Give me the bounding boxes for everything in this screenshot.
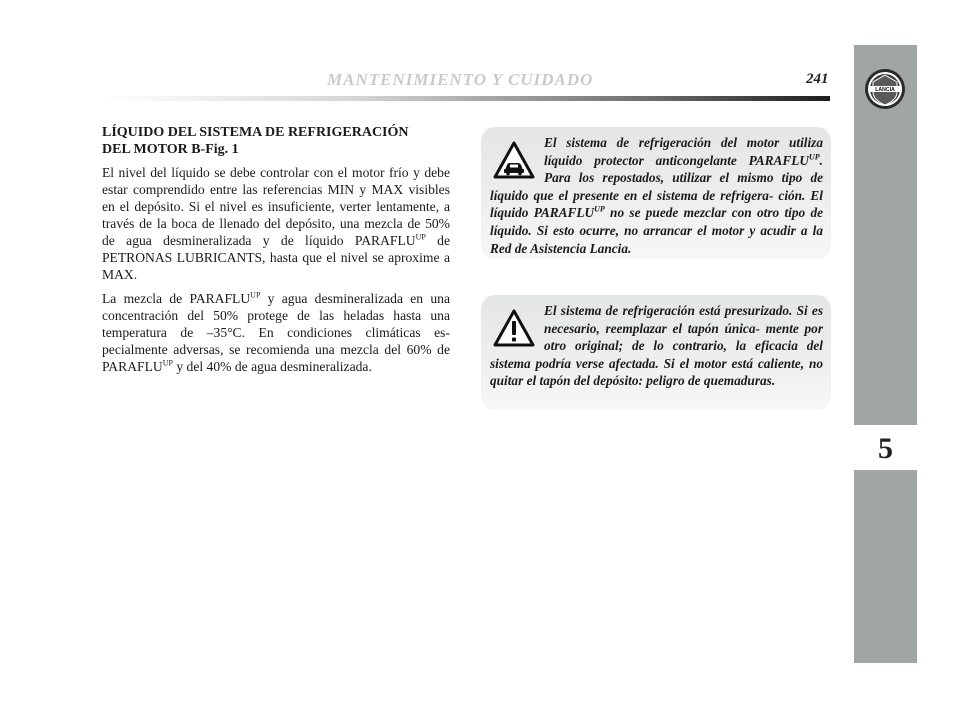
p2-text-c: y del 40% de agua desmineralizada. bbox=[172, 359, 372, 374]
page-number: 241 bbox=[806, 71, 829, 87]
note2-text: El sistema de refrigeración está presurizado. Si es necesario, reemplazar el tapón única- mente por otro original; de lo contrario, la eficacia del sistema podría verse afectada. Si el motor está caliente, no quitar el tapón del depósito: peligro de quemaduras. bbox=[490, 303, 823, 389]
section-title bbox=[102, 124, 450, 158]
note1-sup-1: UP bbox=[809, 152, 820, 162]
paragraph-mixture bbox=[102, 290, 450, 375]
note1-text-a: El sistema de refrigeración del motor utiliza líquido protector anticongelante PARAFLU bbox=[544, 135, 823, 168]
note1-text-b: . Para los repostados, utilizar el mismo tipo de líquido que el presente en el sistema de refrigera- ción. El líquido PARAFLU bbox=[490, 152, 823, 221]
p1-text-b: de PETRONAS LUBRICANTS, hasta que el nivel se aproxime a MAX. bbox=[102, 233, 450, 282]
exclamation-warning-icon bbox=[492, 308, 536, 348]
lancia-logo-icon bbox=[864, 68, 906, 110]
paragraph-level-check bbox=[102, 164, 450, 283]
sidebar-lower-band bbox=[854, 470, 917, 663]
section-title-line2: DEL MOTOR B-Fig. 1 bbox=[102, 142, 239, 157]
note1-sup-2: UP bbox=[594, 204, 605, 214]
p1-text-a: El nivel del líquido se debe controlar con el motor frío y debe estar comprendido entre las referencias MIN y MAX visibles en el depósito. Si el nivel es insuficiente, verter lentamente, a través de la boca de llenado del depósito, una mezcla de 50% de agua desmineralizada y de líquido PARAFLU bbox=[102, 165, 450, 248]
note-box-antifreeze bbox=[481, 127, 831, 259]
p2-text-b: y agua desmineralizada en una concentración del 50% protege de las heladas hasta una temperatura de –35°C. En condiciones climáticas es- pecialmente adversas, se recomienda una mezcla del 60% de PARAFLU bbox=[102, 291, 450, 374]
p1-sup: UP bbox=[415, 232, 426, 242]
note1-text bbox=[490, 134, 823, 257]
p2-sup-1: UP bbox=[250, 290, 261, 300]
p2-sup-2: UP bbox=[162, 358, 173, 368]
section-title-line1: LÍQUIDO DEL SISTEMA DE REFRIGERACIÓN bbox=[102, 125, 409, 140]
header-rule bbox=[102, 96, 830, 101]
car-warning-icon bbox=[492, 140, 536, 180]
p2-text-a: La mezcla de PARAFLU bbox=[102, 291, 251, 306]
chapter-number: 5 bbox=[878, 432, 893, 465]
note1-text-c: no se puede mezclar con otro tipo de líquido. Si esto ocurre, no arrancar el motor y acudir a la Red de Asistencia Lancia. bbox=[490, 205, 823, 256]
main-text-column bbox=[102, 124, 450, 382]
running-header-title: MANTENIMIENTO Y CUIDADO bbox=[327, 70, 594, 89]
logo-text: LANCIA bbox=[875, 87, 895, 93]
note-box-pressurized bbox=[481, 295, 831, 410]
